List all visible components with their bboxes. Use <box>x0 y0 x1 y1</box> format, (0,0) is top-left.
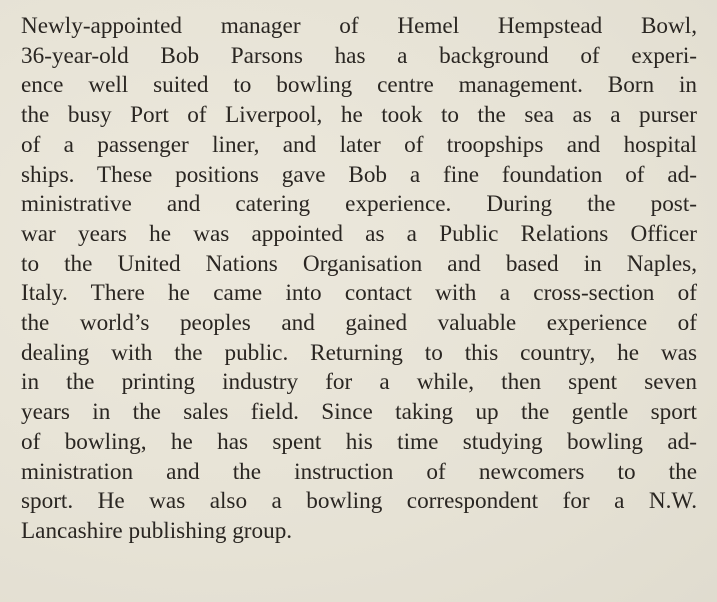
text-line: years in the sales field. Since taking up the gentle sport <box>21 399 697 426</box>
text-line: 36-year-old Bob Parsons has a background of experi- <box>21 42 697 69</box>
text-line: of a passenger liner, and later of troopships and hospital <box>21 131 697 158</box>
article-paragraph <box>21 12 697 547</box>
text-line: ministration and the instruction of newcomers to the <box>21 458 697 485</box>
text-line: the world’s peoples and gained valuable experience of <box>21 310 697 337</box>
text-line-last: Lancashire publishing group. <box>21 517 293 544</box>
text-line: in the printing industry for a while, then spent seven <box>21 369 697 396</box>
text-line: of bowling, he has spent his time studying bowling ad- <box>21 428 697 455</box>
text-line: sport. He was also a bowling correspondent for a N.W. <box>21 488 697 515</box>
text-line: dealing with the public. Returning to this country, he was <box>21 339 697 366</box>
text-line: to the United Nations Organisation and based in Naples, <box>21 250 697 277</box>
text-line: Italy. There he came into contact with a cross-section of <box>21 280 697 307</box>
text-line: ships. These positions gave Bob a fine foundation of ad- <box>21 161 697 188</box>
text-line: ministrative and catering experience. During the post- <box>21 191 697 218</box>
text-line: ence well suited to bowling centre management. Born in <box>21 72 697 99</box>
text-line: war years he was appointed as a Public Relations Officer <box>21 220 697 247</box>
text-line: Newly-appointed manager of Hemel Hempstead Bowl, <box>21 13 697 39</box>
text-line: the busy Port of Liverpool, he took to the sea as a purser <box>21 102 697 129</box>
